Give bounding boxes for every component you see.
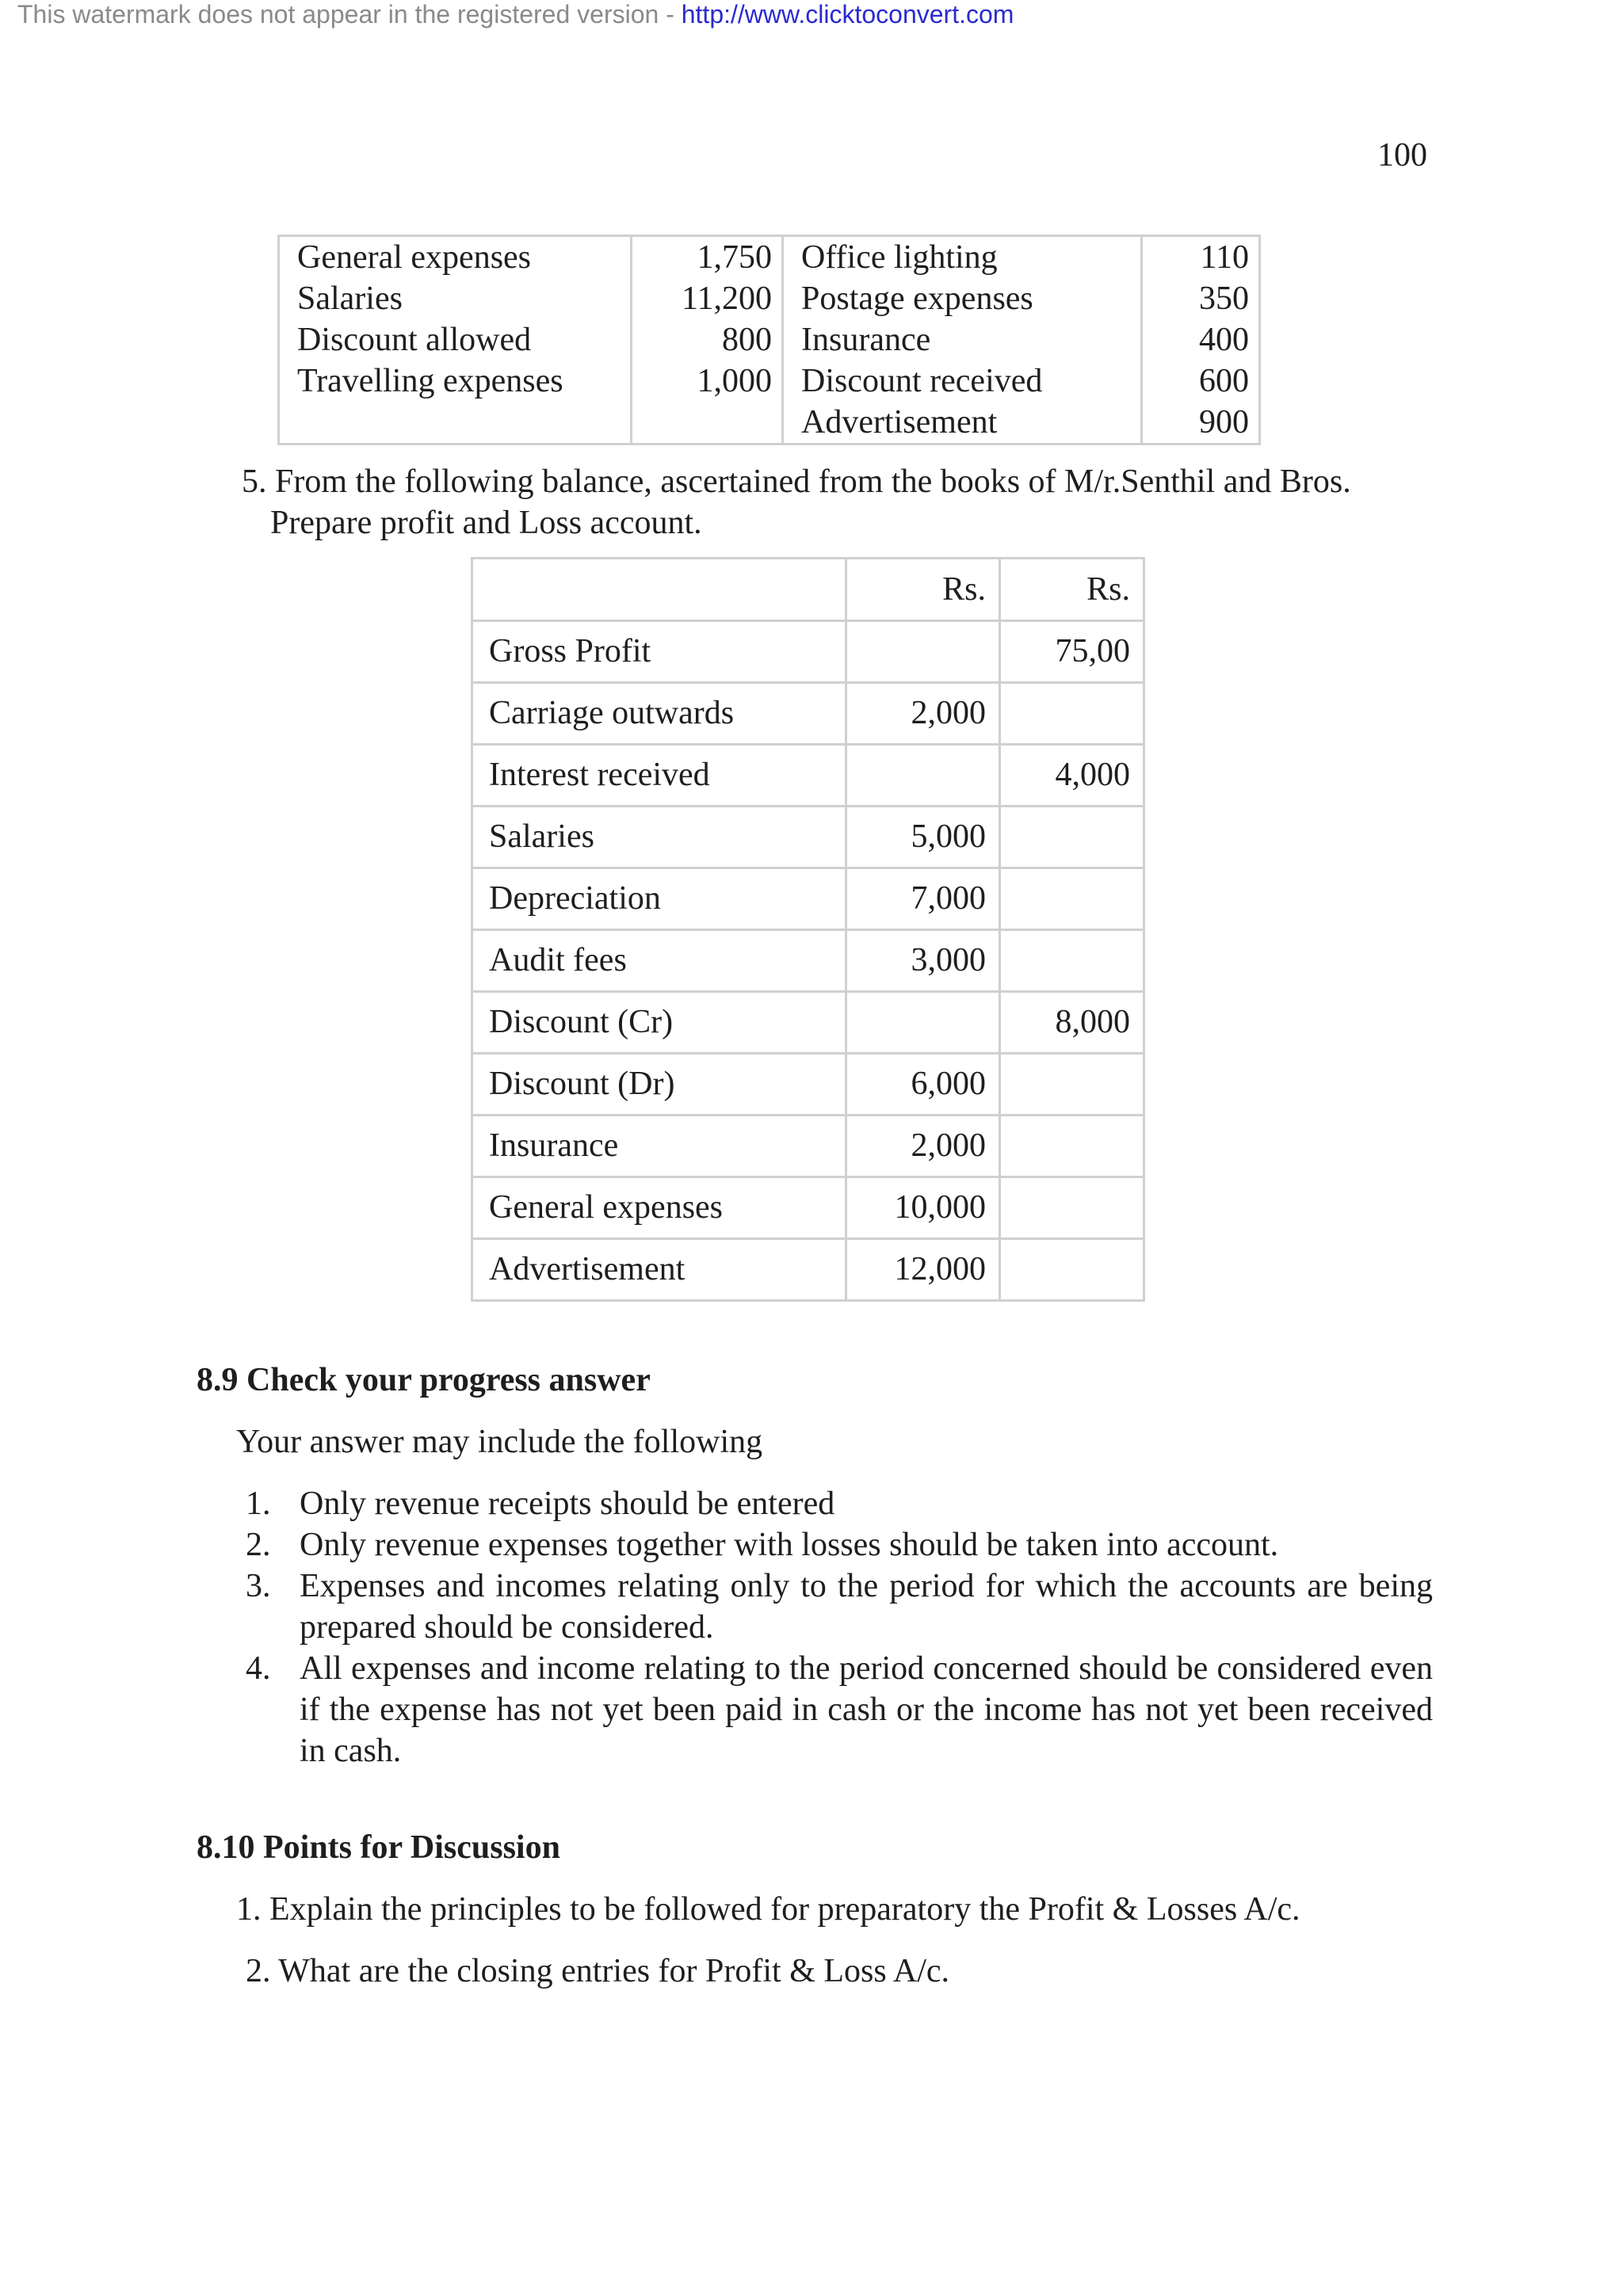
table-cell: General expenses	[473, 1178, 847, 1240]
question-5-line2: Prepare profit and Loss account.	[270, 505, 702, 541]
list-item	[236, 1648, 1433, 1772]
question-5	[242, 461, 1432, 543]
table-cell: Audit fees	[473, 931, 847, 993]
list-number: 4.	[246, 1650, 271, 1687]
table-cell	[1001, 1116, 1143, 1178]
table-cell: 2,000	[847, 684, 1001, 746]
table-cell	[847, 993, 1001, 1055]
table-row	[473, 622, 1143, 684]
table-cell: 900	[1199, 404, 1249, 441]
table-cell: 600	[1199, 363, 1249, 399]
section-intro: Your answer may include the following	[236, 1424, 763, 1460]
list-item	[236, 1483, 1433, 1524]
list-item	[236, 1566, 1433, 1648]
table-cell: 10,000	[847, 1178, 1001, 1240]
table-cell: Interest received	[473, 746, 847, 807]
table-cell: Discount received	[784, 360, 1143, 402]
table-cell: 2,000	[847, 1116, 1001, 1178]
table-cell: 350	[1199, 280, 1249, 317]
table-cell	[632, 402, 784, 443]
expenses-table	[277, 235, 1261, 445]
table-row	[473, 1240, 1143, 1299]
table-row	[473, 1116, 1143, 1178]
table-row	[473, 746, 1143, 807]
discussion-point: 2. What are the closing entries for Profit & Loss A/c.	[246, 1953, 950, 1989]
table-cell: 8,000	[1001, 993, 1143, 1055]
table-cell: 11,200	[632, 278, 784, 319]
table-cell: 7,000	[847, 869, 1001, 931]
table-cell	[847, 746, 1001, 807]
section-heading-8-9: 8.9 Check your progress answer	[197, 1362, 651, 1398]
table-row	[280, 237, 1258, 278]
table-cell: Advertisement	[784, 402, 1143, 443]
table-cell	[1001, 807, 1143, 869]
list-item-text: Expenses and incomes relating only to the period for which the accounts are being prepared should be considered.	[300, 1568, 1433, 1646]
table-cell: Insurance	[784, 319, 1143, 360]
table-cell	[1001, 931, 1143, 993]
table-cell	[1001, 1055, 1143, 1116]
balances-table	[471, 557, 1145, 1302]
question-5-line1: 5. From the following balance, ascertained from the books of M/r.Senthil and Bros.	[242, 463, 1351, 500]
discussion-point: 1. Explain the principles to be followed for preparatory the Profit & Losses A/c.	[236, 1891, 1300, 1928]
table-cell: 3,000	[847, 931, 1001, 993]
table-row	[280, 278, 1258, 319]
table-cell	[847, 622, 1001, 684]
table-cell	[1001, 1178, 1143, 1240]
list-item-text: Only revenue expenses together with losses should be taken into account.	[300, 1527, 1279, 1563]
table-cell: 4,000	[1001, 746, 1143, 807]
table-cell: 5,000	[847, 807, 1001, 869]
table-cell: General expenses	[280, 237, 632, 278]
table-row	[473, 1178, 1143, 1240]
watermark-link[interactable]: http://www.clicktoconvert.com	[681, 0, 1014, 29]
list-item-text: All expenses and income relating to the period concerned should be considered even if the expense has not yet been paid in cash or the income has not yet been received in cash.	[300, 1650, 1433, 1769]
table-cell: Gross Profit	[473, 622, 847, 684]
table-cell: Discount allowed	[280, 319, 632, 360]
table-row	[473, 931, 1143, 993]
table-cell: 6,000	[847, 1055, 1001, 1116]
table-row	[280, 402, 1258, 443]
table-cell: Depreciation	[473, 869, 847, 931]
column-header: Rs.	[1001, 559, 1143, 622]
table-cell: 800	[632, 319, 784, 360]
table-cell: Discount (Dr)	[473, 1055, 847, 1116]
table-cell	[280, 402, 632, 443]
list-number: 1.	[246, 1486, 271, 1522]
section-heading-8-10: 8.10 Points for Discussion	[197, 1829, 560, 1866]
table-cell: 1,750	[632, 237, 784, 278]
list-number: 3.	[246, 1568, 271, 1604]
table-row	[473, 869, 1143, 931]
table-cell: 1,000	[632, 360, 784, 402]
answer-list	[236, 1483, 1433, 1772]
table-cell	[1001, 1240, 1143, 1299]
table-cell: Carriage outwards	[473, 684, 847, 746]
table-cell	[1001, 869, 1143, 931]
table-cell	[1001, 684, 1143, 746]
table-row	[280, 319, 1258, 360]
table-cell: Salaries	[280, 278, 632, 319]
table-row	[473, 807, 1143, 869]
list-number: 2.	[246, 1527, 271, 1563]
table-cell: Salaries	[473, 807, 847, 869]
page-number: 100	[1377, 137, 1427, 174]
column-header: Rs.	[847, 559, 1001, 622]
table-cell: Advertisement	[473, 1240, 847, 1299]
list-item	[236, 1524, 1433, 1566]
table-cell: Travelling expenses	[280, 360, 632, 402]
table-cell: 75,00	[1001, 622, 1143, 684]
table-cell: Postage expenses	[784, 278, 1143, 319]
table-cell: 400	[1199, 322, 1249, 358]
watermark-text: This watermark does not appear in the registered version -	[17, 0, 682, 29]
table-cell: Insurance	[473, 1116, 847, 1178]
table-cell: 110	[1200, 239, 1249, 276]
table-cell: Office lighting	[784, 237, 1143, 278]
column-header	[473, 559, 847, 622]
table-row	[280, 360, 1258, 402]
table-row	[473, 993, 1143, 1055]
watermark	[17, 0, 1014, 29]
list-item-text: Only revenue receipts should be entered	[300, 1486, 835, 1522]
table-cell: Discount (Cr)	[473, 993, 847, 1055]
table-row	[473, 1055, 1143, 1116]
table-row	[473, 684, 1143, 746]
table-header-row	[473, 559, 1143, 622]
table-cell: 12,000	[847, 1240, 1001, 1299]
